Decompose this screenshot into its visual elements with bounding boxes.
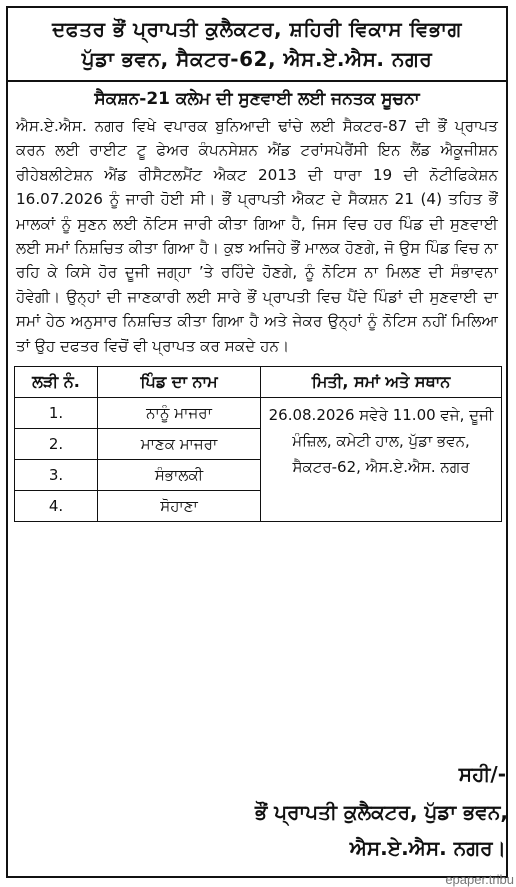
- village-name: ਨਾਨੂੰ ਮਾਜਰਾ: [98, 398, 261, 429]
- office-header: [8, 8, 506, 82]
- serial-number: 2.: [15, 429, 98, 460]
- office-address: ਪੁੱਡਾ ਭਵਨ, ਸੈਕਟਰ-62, ਐਸ.ਏ.ਐਸ. ਨਗਰ: [81, 47, 433, 71]
- village-name: ਸੰਭਾਲਕੀ: [98, 460, 261, 491]
- signatory-title: ਭੌਂ ਪ੍ਰਾਪਤੀ ਕੁਲੈਕਟਰ, ਪੁੱਡਾ ਭਵਨ,: [255, 800, 508, 824]
- village-name: ਮਾਣਕ ਮਾਜਰਾ: [98, 429, 261, 460]
- table-row: [15, 398, 502, 429]
- serial-number: 1.: [15, 398, 98, 429]
- notice-title: ਸੈਕਸ਼ਨ-21 ਕਲੇਮ ਦੀ ਸੁਣਵਾਈ ਲਈ ਜਨਤਕ ਸੂਚਨਾ: [94, 89, 420, 109]
- notice-body: ਐਸ.ਏ.ਐਸ. ਨਗਰ ਵਿਖੇ ਵਪਾਰਕ ਬੁਨਿਆਦੀ ਢਾਂਚੇ ਲਈ ਸੈਕਟਰ-87 ਦੀ ਭੌਂ ਪ੍ਰਾਪਤ ਕਰਨ ਲਈ ਰਾਈਟ ਟੂ ਫੇਅਰ ਕੰਪਨਸੇਸ਼ਨ ਐਂਡ ਟਰਾਂਸਪੇਰੈਂਸੀ ਇਨ ਲੈਂਡ ਐਕੂਜੀਸ਼ਨ ਰੀਹੇਬਲੀਟੇਸ਼ਨ ਐਂਡ ਰੀਸੈਟਲਮੈਂਟ ਐਕਟ 2013 ਦੀ ਧਾਰਾ 19 ਦੀ ਨੋਟੀਫਿਕੇਸ਼ਨ 16.07.2026 ਨੂੰ ਜਾਰੀ ਹੋਈ ਸੀ। ਭੌਂ ਪ੍ਰਾਪਤੀ ਐਕਟ ਦੇ ਸੈਕਸ਼ਨ 21 (4) ਤਹਿਤ ਭੌਂ ਮਾਲਕਾਂ ਨੂੰ ਸੁਣਨ ਲਈ ਨੋਟਿਸ ਜਾਰੀ ਕੀਤਾ ਗਿਆ ਹੈ, ਜਿਸ ਵਿਚ ਹਰ ਪਿੰਡ ਦੀ ਸੁਣਵਾਈ ਲਈ ਸਮਾਂ ਨਿਸ਼ਚਿਤ ਕੀਤਾ ਗਿਆ ਹੈ। ਕੁਝ ਅਜਿਹੇ ਭੌਂ ਮਾਲਕ ਹੋਣਗੇ, ਜੋ ਉਸ ਪਿੰਡ ਵਿਚ ਨਾ ਰਹਿ ਕੇ ਕਿਸੇ ਹੋਰ ਦੂਜੀ ਜਗ੍ਹਾ ’ਤੇ ਰਹਿੰਦੇ ਹੋਣਗੇ, ਨੂੰ ਨੋਟਿਸ ਨਾ ਮਿਲਣ ਦੀ ਸੰਭਾਵਨਾ ਹੋਵੇਗੀ। ਉਨ੍ਹਾਂ ਦੀ ਜਾਣਕਾਰੀ ਲਈ ਸਾਰੇ ਭੌਂ ਪ੍ਰਾਪਤੀ ਵਿਚ ਪੈਂਦੇ ਪਿੰਡਾਂ ਦੀ ਸੁਣਵਾਈ ਦਾ ਸਮਾਂ ਹੇਠ ਅਨੁਸਾਰ ਨਿਸ਼ਚਿਤ ਕੀਤਾ ਗਿਆ ਹੈ ਅਤੇ ਜੇਕਰ ਉਨ੍ਹਾਂ ਨੂੰ ਨੋਟਿਸ ਨਹੀਂ ਮਿਲਿਆ ਤਾਂ ਉਹ ਦਫਤਰ ਵਿਚੋਂ ਵੀ ਪ੍ਰਾਪਤ ਕਰ ਸਕਦੇ ਹਨ।: [16, 117, 498, 355]
- village-name: ਸੋਹਾਣਾ: [98, 491, 261, 522]
- serial-number: 4.: [15, 491, 98, 522]
- serial-number: 3.: [15, 460, 98, 491]
- header-date-time-place: ਮਿਤੀ, ਸਮਾਂ ਅਤੇ ਸਥਾਨ: [261, 367, 502, 398]
- hearing-date-place: 26.08.2026 ਸਵੇਰੇ 11.00 ਵਜੇ, ਦੂਜੀ ਮੰਜ਼ਿਲ, ਕਮੇਟੀ ਹਾਲ, ਪੁੱਡਾ ਭਵਨ, ਸੈਕਟਰ-62, ਐਸ.ਏ.ਐਸ. ਨਗਰ: [261, 398, 502, 522]
- table-header-row: [15, 367, 502, 398]
- source-watermark: epaper.tribu: [445, 872, 514, 887]
- public-notice: [6, 6, 508, 878]
- hearing-schedule-table: [14, 366, 502, 522]
- header-serial-no: ਲੜੀ ਨੰ.: [15, 367, 98, 398]
- signature-mark: ਸਹੀ/-: [458, 762, 506, 786]
- signatory-location: ਐਸ.ਏ.ਐਸ. ਨਗਰ।: [349, 836, 506, 860]
- office-name: ਦਫਤਰ ਭੌਂ ਪ੍ਰਾਪਤੀ ਕੁਲੈਕਟਰ, ਸ਼ਹਿਰੀ ਵਿਕਾਸ ਵਿਭਾਗ: [52, 17, 462, 41]
- header-village-name: ਪਿੰਡ ਦਾ ਨਾਮ: [98, 367, 261, 398]
